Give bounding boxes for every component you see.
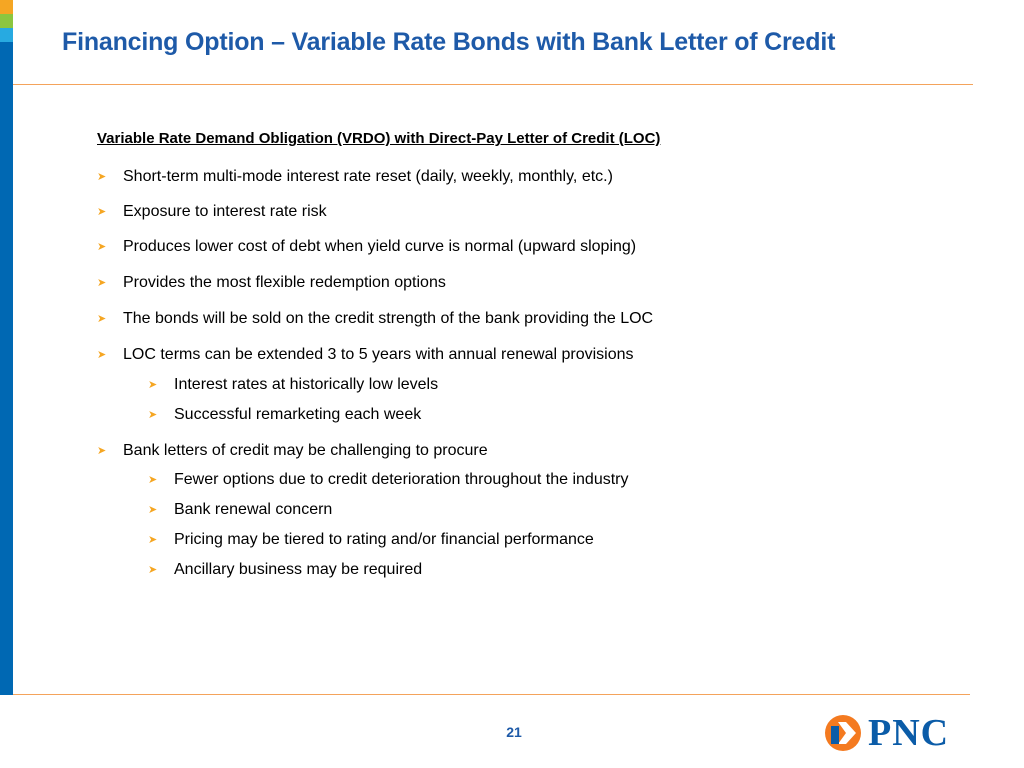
sub-bullet-item xyxy=(148,560,423,580)
bullet-text: LOC terms can be extended 3 to 5 years with annual renewal provisions xyxy=(123,346,634,363)
bullet-item xyxy=(97,202,327,222)
left-accent-bar xyxy=(0,0,13,695)
bullet-item xyxy=(97,309,654,329)
accent-blue xyxy=(0,42,13,695)
bullet-item xyxy=(97,273,446,293)
bullet-item xyxy=(97,167,613,187)
arrow-bullet-icon: ➤ xyxy=(148,504,158,516)
footer-divider xyxy=(13,694,970,695)
accent-orange xyxy=(0,0,13,14)
arrow-bullet-icon: ➤ xyxy=(148,379,158,391)
sub-bullet-item xyxy=(148,405,422,425)
pnc-logo xyxy=(824,713,972,753)
bullet-text: Interest rates at historically low levels xyxy=(174,376,439,393)
accent-green xyxy=(0,14,13,28)
page-number: 21 xyxy=(506,724,522,740)
pnc-logo-icon xyxy=(824,714,864,752)
bullet-text: Short-term multi-mode interest rate reset (daily, weekly, monthly, etc.) xyxy=(123,168,613,185)
arrow-bullet-icon: ➤ xyxy=(97,206,107,218)
accent-light-blue xyxy=(0,28,13,42)
bullet-text: Fewer options due to credit deterioration throughout the industry xyxy=(174,471,629,488)
sub-bullet-item xyxy=(148,530,594,550)
bullet-text: Exposure to interest rate risk xyxy=(123,203,327,220)
bullet-item xyxy=(97,441,488,461)
bullet-text: Pricing may be tiered to rating and/or financial performance xyxy=(174,531,594,548)
arrow-bullet-icon: ➤ xyxy=(97,445,107,457)
arrow-bullet-icon: ➤ xyxy=(148,564,158,576)
arrow-bullet-icon: ➤ xyxy=(97,349,107,361)
bullet-text: Bank renewal concern xyxy=(174,501,333,518)
arrow-bullet-icon: ➤ xyxy=(97,313,107,325)
bullet-text: The bonds will be sold on the credit strength of the bank providing the LOC xyxy=(123,310,654,327)
title-divider xyxy=(13,84,973,85)
bullet-text: Ancillary business may be required xyxy=(174,561,423,578)
slide-title: Financing Option – Variable Rate Bonds with Bank Letter of Credit xyxy=(62,28,836,56)
arrow-bullet-icon: ➤ xyxy=(148,474,158,486)
bullet-text: Successful remarketing each week xyxy=(174,406,422,423)
arrow-bullet-icon: ➤ xyxy=(97,241,107,253)
arrow-bullet-icon: ➤ xyxy=(97,171,107,183)
section-heading: Variable Rate Demand Obligation (VRDO) with Direct-Pay Letter of Credit (LOC) xyxy=(97,130,661,147)
sub-bullet-item xyxy=(148,470,629,490)
arrow-bullet-icon: ➤ xyxy=(97,277,107,289)
arrow-bullet-icon: ➤ xyxy=(148,534,158,546)
bullet-text: Provides the most flexible redemption options xyxy=(123,274,446,291)
sub-bullet-item xyxy=(148,500,333,520)
bullet-item xyxy=(97,345,634,365)
arrow-bullet-icon: ➤ xyxy=(148,409,158,421)
sub-bullet-item xyxy=(148,375,439,395)
bullet-item xyxy=(97,237,637,257)
logo-text: PNC xyxy=(868,712,950,754)
bullet-text: Bank letters of credit may be challenging to procure xyxy=(123,442,488,459)
bullet-text: Produces lower cost of debt when yield curve is normal (upward sloping) xyxy=(123,238,637,255)
